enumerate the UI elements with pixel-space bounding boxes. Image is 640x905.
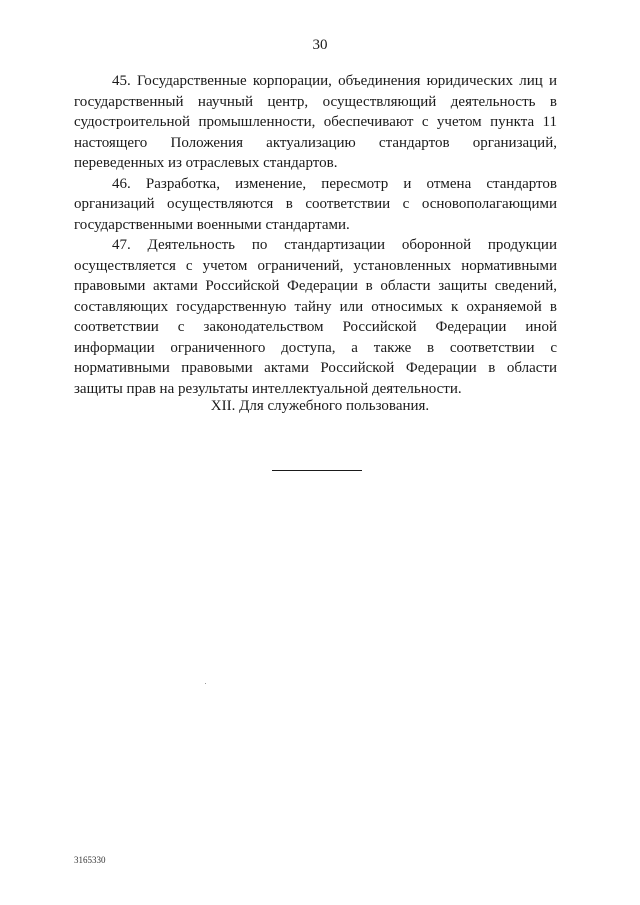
scan-speck (205, 683, 206, 684)
end-of-text-rule (272, 470, 362, 471)
page-number: 30 (312, 37, 328, 53)
paragraph-47: 47. Деятельность по стандартизации оборонной продукции осуществляется с учетом ограничений, установленных нормативными правовыми актами Российской Федерации в области защиты сведений, составляющих государственную тайну или относимых к охраняемой в соответствии с законодательством Российской Федерации иной информации ограниченного доступа, а также в соответствии с нормативными правовыми актами Российской Федерации в области защиты прав на результаты интеллектуальной деятельности. (74, 237, 557, 397)
document-body (74, 71, 557, 399)
document-code: 3165330 (74, 855, 106, 865)
paragraph-46: 46. Разработка, изменение, пересмотр и отмена стандартов организаций осуществляются в соответствии с основополагающими государственными военными стандартами. (74, 175, 557, 233)
paragraph-45: 45. Государственные корпорации, объединения юридических лиц и государственный научный центр, осуществляющий деятельность в судостроительной промышленности, обеспечивают с учетом пункта 11 настоящего Положения актуализацию стандартов организаций, переведенных из отраслевых стандартов. (74, 73, 557, 171)
section-heading: XII. Для служебного пользования. (210, 398, 430, 414)
